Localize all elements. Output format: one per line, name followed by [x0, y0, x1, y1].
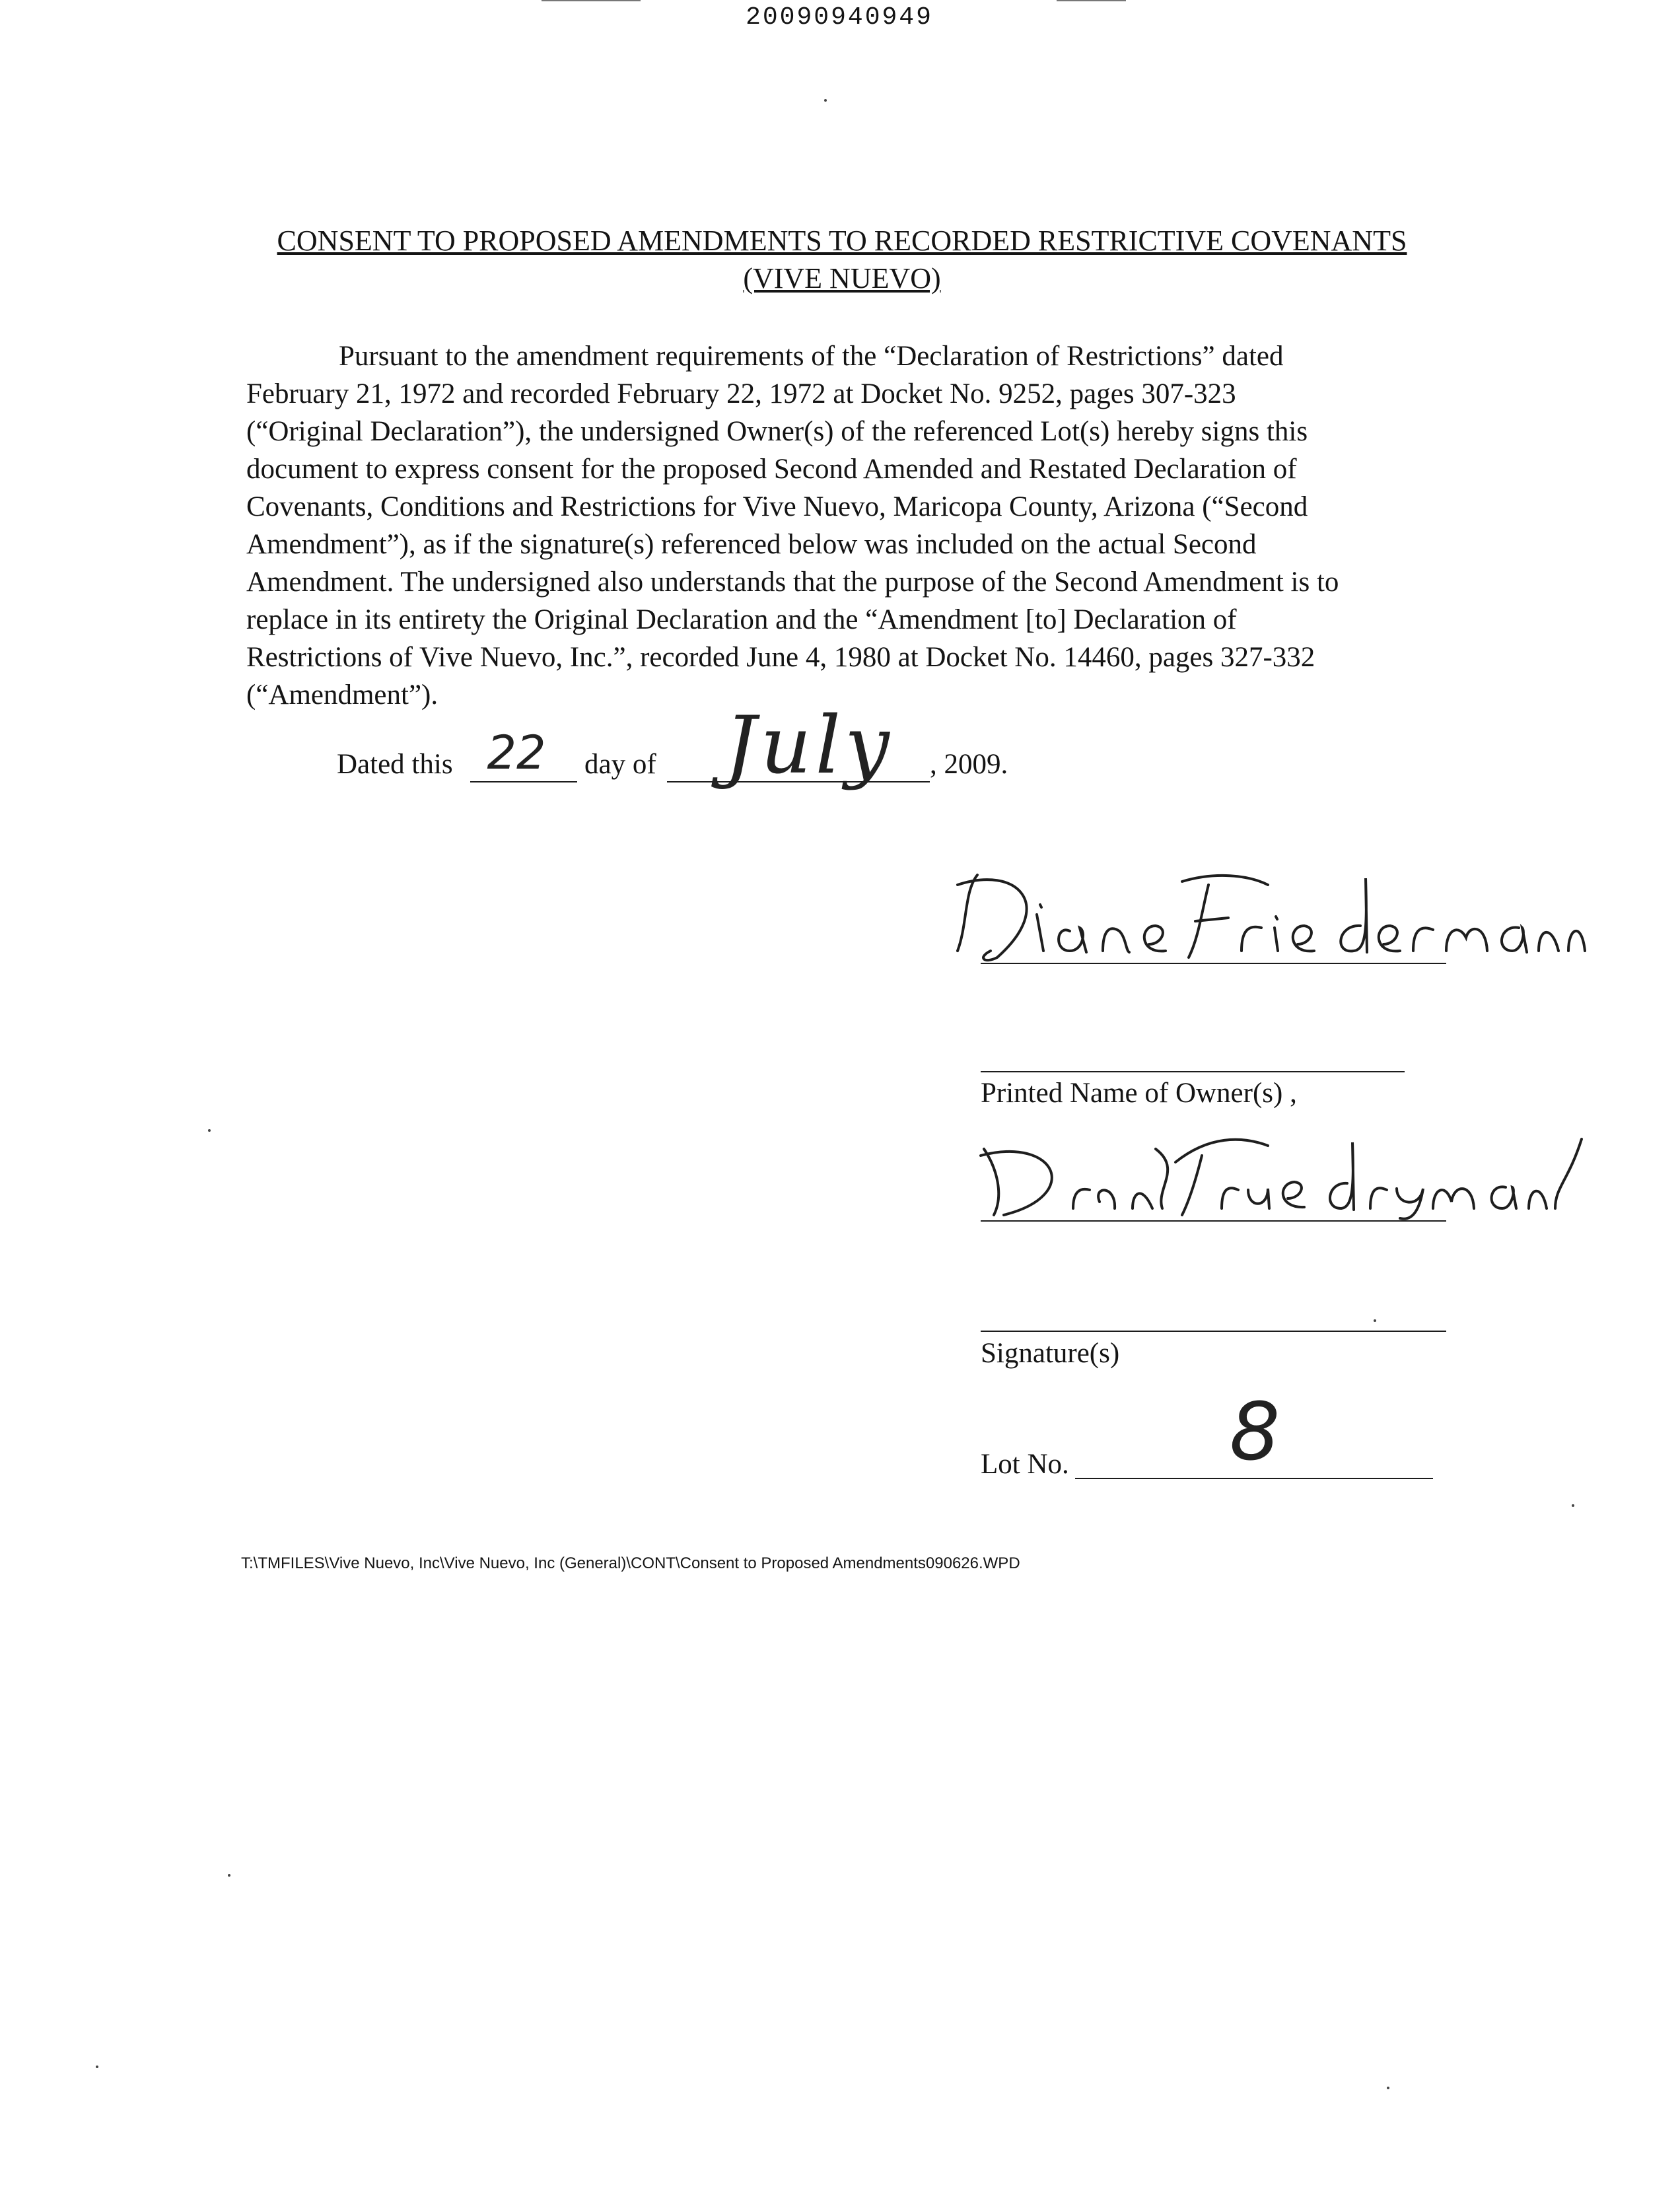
signature-label-line — [981, 1331, 1446, 1332]
scan-speck — [1387, 2087, 1389, 2089]
month-value: July — [724, 700, 893, 792]
scan-speck — [208, 1129, 211, 1132]
paragraph-line: (“Amendment”). — [246, 679, 438, 711]
signature-line — [981, 1220, 1446, 1222]
printed-name-label: Printed Name of Owner(s) , — [981, 1078, 1297, 1109]
owner-name-signature-line — [981, 963, 1446, 964]
scan-speck — [824, 99, 827, 102]
top-rule-left — [542, 0, 641, 1]
scan-speck — [96, 2066, 98, 2068]
paragraph-line: Restrictions of Vive Nuevo, Inc.”, recorded June 4, 1980 at Docket No. 14460, pages 327-332 — [246, 642, 1315, 673]
day-value: 22 — [487, 726, 546, 780]
handwritten-signature-2 — [958, 1109, 1585, 1222]
printed-name-line — [981, 1071, 1405, 1072]
day-field-line — [470, 781, 577, 782]
dated-prefix: Dated this — [337, 749, 453, 780]
dated-middle: day of — [584, 749, 656, 780]
handwritten-signature — [938, 852, 1585, 971]
paragraph-line: Amendment. The undersigned also understands that the purpose of the Second Amendment is to — [246, 567, 1339, 598]
scan-speck — [1374, 1319, 1376, 1322]
dated-suffix: , 2009. — [930, 749, 1008, 780]
paragraph-line: replace in its entirety the Original Declaration and the “Amendment [to] Declaration of — [246, 604, 1237, 635]
lot-number-label: Lot No. — [981, 1449, 1069, 1480]
paragraph-line: Amendment”), as if the signature(s) referenced below was included on the actual Second — [246, 529, 1257, 560]
file-path-footer: T:\TMFILES\Vive Nuevo, Inc\Vive Nuevo, Inc (General)\CONT\Consent to Proposed Amendments090626.WPD — [241, 1554, 1020, 1572]
paragraph-line: Pursuant to the amendment requirements of the “Declaration of Restrictions” dated — [339, 341, 1284, 372]
document-title-line-2: (VIVE NUEVO) — [743, 262, 941, 295]
document-title-line-1: CONSENT TO PROPOSED AMENDMENTS TO RECORDED RESTRICTIVE COVENANTS — [277, 225, 1407, 257]
lot-number-value: 8 — [1229, 1387, 1280, 1478]
paragraph-line: February 21, 1972 and recorded February 22, 1972 at Docket No. 9252, pages 307-323 — [246, 378, 1236, 409]
signature-label: Signature(s) — [981, 1338, 1120, 1369]
scan-speck — [1572, 1504, 1574, 1507]
paragraph-line: Covenants, Conditions and Restrictions for Vive Nuevo, Maricopa County, Arizona (“Second — [246, 491, 1308, 522]
top-rule-right — [1057, 0, 1126, 1]
paragraph-line: (“Original Declaration”), the undersigned Owner(s) of the referenced Lot(s) hereby signs this — [246, 416, 1308, 447]
scan-speck — [228, 1874, 230, 1877]
record-number: 20090940949 — [746, 3, 933, 32]
paragraph-line: document to express consent for the proposed Second Amended and Restated Declaration of — [246, 454, 1297, 485]
